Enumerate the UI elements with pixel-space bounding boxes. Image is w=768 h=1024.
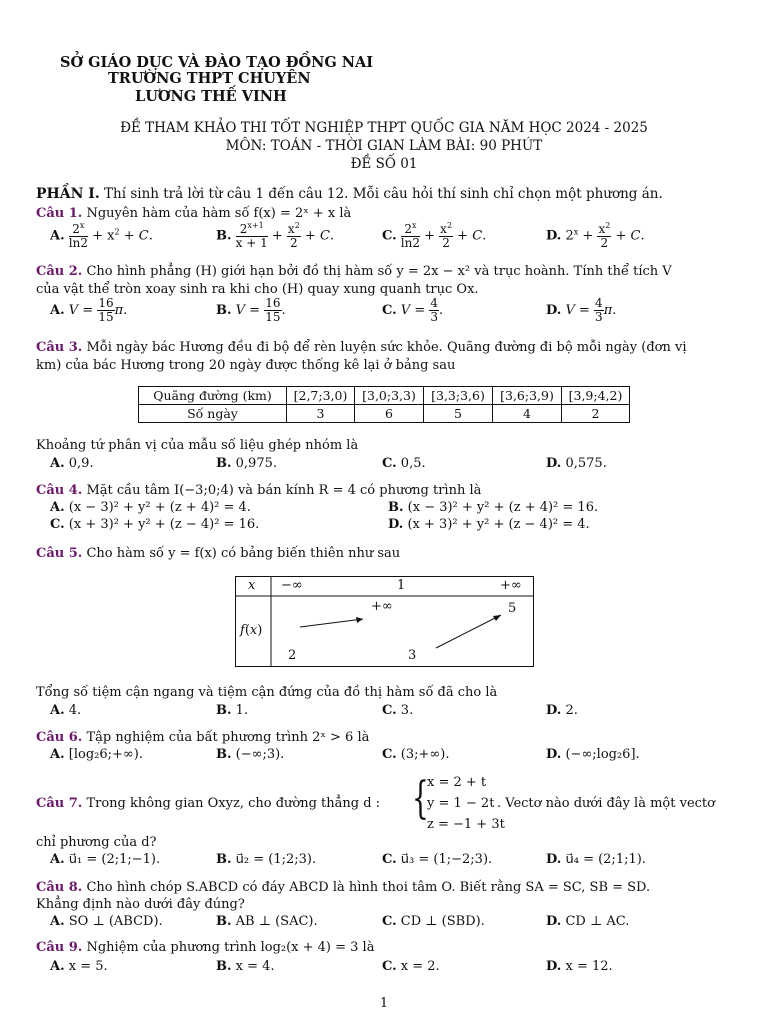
question-3 [36,340,687,355]
question-label: Câu 7. [36,796,83,811]
bbt-x-label: x [248,578,256,593]
q5-option-b[interactable] [216,703,248,718]
question-5 [36,546,400,561]
q8-option-a[interactable] [50,914,163,929]
question-2 [36,264,672,279]
part1-text: Thí sinh trả lời từ câu 1 đến câu 12. Mỗi câu hỏi thí sinh chỉ chọn một phương án. [104,186,663,202]
option-text: (x + 3)² + y² + (z − 4)² = 16. [68,517,260,532]
exam-title: ĐỀ THAM KHẢO THI TỐT NGHIỆP THPT QUỐC GIA NĂM HỌC 2024 - 2025 [120,120,648,136]
option-letter: A. [50,303,65,319]
option-letter: D. [546,456,562,471]
option-text: x = 5. [68,959,108,974]
table-row [139,387,630,405]
option-letter: C. [50,517,65,532]
option-text: (3;+∞). [400,747,450,762]
question-1 [36,206,351,221]
table-cell: [3,9;4,2) [562,387,630,405]
bbt-x-pos-inf: +∞ [500,578,522,593]
question-text: Mỗi ngày bác Hương đều đi bộ để rèn luyện sức khỏe. Quãng đường đi bộ mỗi ngày (đơn vị [86,340,687,355]
bbt-value-pos-inf: +∞ [371,599,393,614]
option-letter: D. [546,703,562,718]
option-letter: C. [382,303,397,319]
table-cell: [3,6;3,9) [493,387,562,405]
option-letter: B. [216,228,232,244]
q9-option-b[interactable] [216,959,275,974]
school-name-line2: LƯƠNG THẾ VINH [135,88,287,105]
question-label: Câu 1. [36,206,83,221]
part1-label: PHẦN I. [36,186,100,202]
q2-option-c[interactable]: C. V = $\frac{4}{3}$ . [382,296,444,325]
department-name: SỞ GIÁO DỤC VÀ ĐÀO TẠO ĐỒNG NAI [60,54,374,71]
option-letter: B. [216,914,232,929]
q4-option-c[interactable] [50,517,259,532]
option-text: CD ⊥ AC. [565,914,630,929]
table-cell: Số ngày [139,405,287,423]
q4-option-b[interactable] [388,500,598,515]
table-cell: [2,7;3,0) [287,387,355,405]
option-letter: A. [50,228,65,244]
option-letter: A. [50,500,65,515]
option-letter: C. [382,914,397,929]
q3-option-b[interactable] [216,456,277,471]
question-9 [36,940,374,955]
bbt-value-2: 2 [288,648,297,663]
option-letter: C. [382,228,397,244]
option-text: u⃗₂ = (1;2;3). [235,852,317,867]
option-text: CD ⊥ (SBD). [400,914,485,929]
option-letter: A. [50,959,65,974]
table-cell: 6 [355,405,424,423]
q6-option-b[interactable] [216,747,284,762]
line-system-eq-2: y = 1 − 2t [427,796,495,811]
q7-option-a[interactable] [50,852,160,867]
table-row [139,405,630,423]
option-letter: D. [546,747,562,762]
option-text: (−∞;3). [235,747,285,762]
option-letter: B. [388,500,404,515]
option-letter: C. [382,703,397,718]
option-text: AB ⊥ (SAC). [235,914,318,929]
q6-option-a[interactable] [50,747,143,762]
line-system-brace: { [412,773,429,824]
option-text: (x − 3)² + y² + (z + 4)² = 16. [407,500,599,515]
question-text: Cho hình chóp S.ABCD có đáy ABCD là hình thoi tâm O. Biết rằng SA = SC, SB = SD. [86,880,651,895]
q6-option-d[interactable] [546,747,640,762]
q9-option-a[interactable] [50,959,108,974]
option-letter: A. [50,456,65,471]
question-6 [36,730,369,745]
question-4 [36,483,481,498]
option-letter: B. [216,852,232,867]
option-letter: A. [50,703,65,718]
option-text: 0,9. [68,456,94,471]
question-3-prompt: Khoảng tứ phân vị của mẫu số liệu ghép nhóm là [36,438,359,453]
question-text: Cho hàm số y = f(x) có bảng biến thiên như sau [86,546,401,561]
q2-option-b[interactable]: B. V = $\frac{16}{15}$ . [216,296,286,325]
q8-option-c[interactable] [382,914,485,929]
question-7 [36,796,380,811]
exam-subject: MÔN: TOÁN - THỜI GIAN LÀM BÀI: 90 PHÚT [225,138,543,154]
option-text: 2. [565,703,578,718]
option-letter: C. [382,852,397,867]
exam-code: ĐỀ SỐ 01 [350,156,418,172]
q5-option-d[interactable] [546,703,578,718]
table-cell: [3,3;3,6) [424,387,493,405]
option-letter: D. [546,959,562,974]
variation-table [235,576,534,667]
question-label: Câu 6. [36,730,83,745]
option-text: u⃗₄ = (2;1;1). [565,852,646,867]
question-text: Mặt cầu tâm I(−3;0;4) và bán kính R = 4 có phương trình là [86,483,482,498]
option-text: x = 2. [400,959,440,974]
option-letter: C. [382,456,397,471]
question-label: Câu 2. [36,264,83,279]
option-letter: D. [546,852,562,867]
question-2-line2: của vật thể tròn xoay sinh ra khi cho (H) quay xung quanh trục Ox. [36,282,479,297]
option-text: 4. [68,703,82,718]
q4-option-a[interactable] [50,500,251,515]
option-letter: B. [216,703,232,718]
option-text: 0,975. [235,456,278,471]
bbt-x-neg-inf: −∞ [281,578,303,593]
table-cell: 4 [493,405,562,423]
q2-option-a[interactable]: A. V = $\frac{16}{15}$ π. [50,296,128,325]
q9-option-d[interactable] [546,959,613,974]
option-letter: D. [546,914,562,929]
q7-option-c[interactable] [382,852,492,867]
bbt-value-3: 3 [408,648,417,663]
part1-instruction [36,186,663,202]
bbt-x-one: 1 [397,578,406,593]
q3-option-c[interactable] [382,456,426,471]
question-text: Nghiệm của phương trình log₂(x + 4) = 3 là [86,940,375,955]
option-text: (−∞;log₂6]. [565,747,640,762]
option-text: 3. [400,703,414,718]
q1-option-b[interactable]: B. $\frac{2^{x+1}}{x + 1}$ + $\frac{x^2}{2}$ + C. [216,221,335,251]
question-label: Câu 9. [36,940,83,955]
line-system-eq-1: x = 2 + t [427,775,487,790]
question-text: Nguyên hàm của hàm số f(x) = 2ˣ + x là [86,206,352,221]
option-letter: D. [546,303,562,319]
q4-option-d[interactable] [388,517,590,532]
question-label: Câu 5. [36,546,83,561]
option-text: [log₂6;+∞). [68,747,143,762]
option-letter: B. [216,456,232,471]
option-text: u⃗₃ = (1;−2;3). [400,852,493,867]
option-letter: B. [216,303,232,319]
option-letter: D. [388,517,404,532]
question-3-line2: km) của bác Hương trong 20 ngày được thống kê lại ở bảng sau [36,358,456,373]
q5-option-a[interactable] [50,703,81,718]
option-text: x = 12. [565,959,613,974]
frequency-table [138,386,630,423]
question-text: Tập nghiệm của bất phương trình 2ˣ > 6 là [86,730,370,745]
option-text: u⃗₁ = (2;1;−1). [68,852,161,867]
q2-option-d[interactable]: D. V = $\frac{4}{3}$ π. [546,296,617,325]
table-cell: [3,0;3,3) [355,387,424,405]
question-label: Câu 3. [36,340,83,355]
table-cell: 2 [562,405,630,423]
option-text: SO ⊥ (ABCD). [68,914,163,929]
question-7-line2: chỉ phương của d? [36,835,157,850]
option-letter: B. [216,959,232,974]
option-letter: D. [546,228,562,244]
option-letter: A. [50,914,65,929]
question-text: Trong không gian Oxyz, cho đường thẳng d : [86,796,381,811]
question-label: Câu 8. [36,880,83,895]
q7-option-d[interactable] [546,852,646,867]
question-5-prompt: Tổng số tiệm cận ngang và tiệm cận đứng của đồ thị hàm số đã cho là [36,685,498,700]
q8-option-b[interactable] [216,914,318,929]
q5-option-c[interactable] [382,703,413,718]
option-text: 1. [235,703,249,718]
option-letter: A. [50,747,65,762]
page-number: 1 [379,996,389,1011]
option-letter: A. [50,852,65,867]
bbt-fx-label: f(x) [240,623,263,638]
q3-option-a[interactable] [50,456,94,471]
option-text: 0,575. [565,456,607,471]
option-text: 0,5. [400,456,426,471]
question-text: Cho hình phẳng (H) giới hạn bởi đồ thị hàm số y = 2x − x² và trục hoành. Tính thể tích V [86,264,672,279]
q8-option-d[interactable] [546,914,629,929]
bbt-value-5: 5 [508,601,517,616]
question-label: Câu 4. [36,483,83,498]
table-cell: Quãng đường (km) [139,387,287,405]
q7-option-b[interactable] [216,852,316,867]
question-8-line2: Khẳng định nào dưới đây đúng? [36,897,245,912]
option-letter: C. [382,747,397,762]
table-cell: 3 [287,405,355,423]
school-name-line1: TRƯỜNG THPT CHUYÊN [108,70,311,87]
table-cell: 5 [424,405,493,423]
q3-option-d[interactable] [546,456,607,471]
q1-option-d[interactable]: D. $2^x$ + $\frac{x^2}{2}$ + C. [546,221,645,251]
option-text: (x + 3)² + y² + (z − 4)² = 4. [407,517,590,532]
option-text: (x − 3)² + y² + (z + 4)² = 4. [68,500,251,515]
option-letter: B. [216,747,232,762]
q1-option-a[interactable]: A. $\frac{2^x}{\ln 2}$ + $x^2 + C$. [50,221,153,251]
option-letter: C. [382,959,397,974]
question-8 [36,880,650,895]
option-text: x = 4. [235,959,275,974]
q9-option-c[interactable] [382,959,440,974]
q1-option-c[interactable]: C. $\frac{2^x}{\ln 2}$ + $\frac{x^2}{2}$ + C. [382,221,487,251]
q6-option-c[interactable] [382,747,449,762]
question-7-after: . Vectơ nào dưới đây là một vectơ [497,796,715,811]
line-system-eq-3: z = −1 + 3t [427,817,505,832]
